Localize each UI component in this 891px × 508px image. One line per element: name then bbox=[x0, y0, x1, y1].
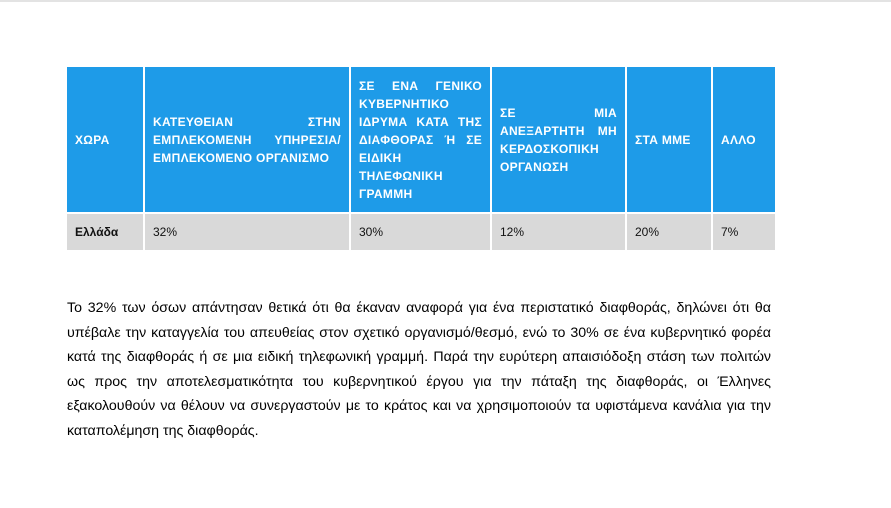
table-row bbox=[67, 214, 775, 250]
survey-table bbox=[67, 67, 775, 250]
cell-media: 20% bbox=[627, 214, 713, 250]
header-media: ΣΤΑ ΜΜΕ bbox=[627, 67, 713, 214]
header-government-body: ΣΕ ΕΝΑ ΓΕΝΙΚΟ ΚΥΒΕΡΝΗΤΙΚΟ ΙΔΡΥΜΑ ΚΑΤΑ ΤΗΣ ΔΙΑΦΘΟΡΑΣ Ή ΣΕ ΕΙΔΙΚΗ ΤΗΛΕΦΩΝΙΚΗ ΓΡΑΜΜΗ bbox=[351, 67, 492, 214]
cell-independent-org: 12% bbox=[492, 214, 627, 250]
page-top-border bbox=[0, 0, 891, 2]
cell-direct-service: 32% bbox=[145, 214, 351, 250]
header-direct-service: ΚΑΤΕΥΘΕΙΑΝ ΣΤΗΝ ΕΜΠΛΕΚΟΜΕΝΗ ΥΠΗΡΕΣΙΑ/ ΕΜΠΛΕΚΟΜΕΝΟ ΟΡΓΑΝΙΣΜΟ bbox=[145, 67, 351, 214]
header-independent-org: ΣΕ ΜΙΑ ΑΝΕΞΑΡΤΗΤΗ ΜΗ ΚΕΡΔΟΣΚΟΠΙΚΗ ΟΡΓΑΝΩΣΗ bbox=[492, 67, 627, 214]
cell-country: Ελλάδα bbox=[67, 214, 145, 250]
header-other: ΑΛΛΟ bbox=[713, 67, 775, 214]
body-paragraph: Το 32% των όσων απάντησαν θετικά ότι θα έκαναν αναφορά για ένα περιστατικό διαφθοράς, δηλώνει ότι θα υπέβαλε την καταγγελία του απευθείας στον σχετικό οργανισμό/θεσμό, ενώ το 30% σε ένα κυβερνητικό φορέα κατά της διαφθοράς ή σε μια ειδική τηλεφωνική γραμμή. Παρά την ευρύτερη απαισιόδοξη στάση των πολιτών ως προς την αποτελεσματικότητα του κυβερνητικού έργου για την πάταξη της διαφθοράς, οι Έλληνες εξακολουθούν να θέλουν να συνεργαστούν με το κράτος και να χρησιμοποιούν τα υφιστάμενα κανάλια για την καταπολέμηση της διαφθοράς. bbox=[67, 300, 771, 439]
cell-government-body: 30% bbox=[351, 214, 492, 250]
header-country: ΧΩΡΑ bbox=[67, 67, 145, 214]
cell-other: 7% bbox=[713, 214, 775, 250]
table-header-row bbox=[67, 67, 775, 214]
